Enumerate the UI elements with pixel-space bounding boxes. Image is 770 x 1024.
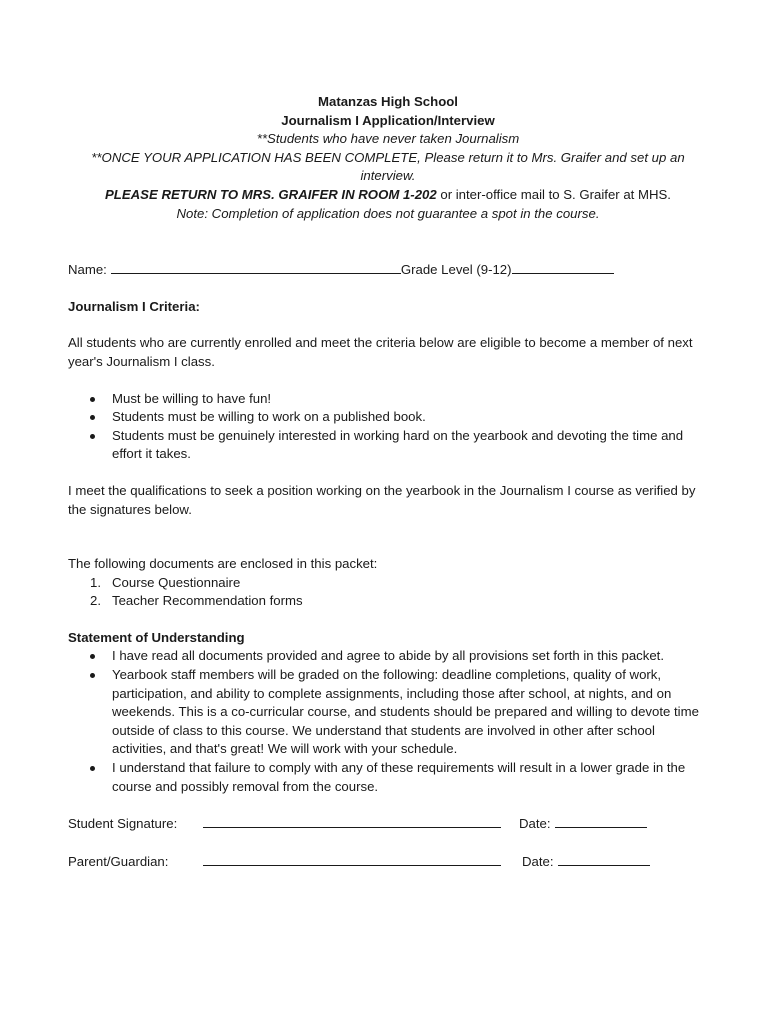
date-label: Date: <box>519 816 551 832</box>
list-item: Students must be willing to work on a published book. <box>112 408 708 427</box>
list-item: Students must be genuinely interested in working hard on the yearbook and devoting the time and effort it takes. <box>112 427 708 464</box>
list-item <box>90 592 708 611</box>
list-number: 1. <box>90 574 101 590</box>
application-page <box>68 93 708 871</box>
school-name: Matanzas High School <box>318 94 458 109</box>
student-signature-label: Student Signature: <box>68 816 178 832</box>
list-item: I have read all documents provided and agree to abide by all provisions set forth in this packet. <box>112 647 708 666</box>
list-item: I understand that failure to comply with any of these requirements will result in a lower grade in the course and possibly removal from the course. <box>112 759 708 796</box>
guarantee-note: Note: Completion of application does not guarantee a spot in the course. <box>176 205 600 221</box>
statement-list <box>68 647 708 796</box>
list-label: Teacher Recommendation forms <box>112 593 303 609</box>
parent-signature-row <box>68 852 708 872</box>
name-grade-row <box>68 260 708 280</box>
criteria-heading: Journalism I Criteria: <box>68 298 200 314</box>
documents-intro: The following documents are enclosed in this packet: <box>68 556 378 572</box>
date-label: Date: <box>522 853 554 869</box>
qualifications-statement: I meet the qualifications to seek a position working on the yearbook in the Journalism I course as verified by the signatures below. <box>68 482 696 517</box>
eligibility-note: **Students who have never taken Journalism <box>256 131 520 147</box>
parent-signature-label: Parent/Guardian: <box>68 853 169 869</box>
document-header <box>68 93 708 223</box>
student-date-field[interactable] <box>555 814 647 828</box>
name-field[interactable] <box>111 260 401 274</box>
return-mail: or inter-office mail to S. Graifer at MHS. <box>436 186 671 202</box>
list-item: Yearbook staff members will be graded on the following: deadline completions, quality of work, participation, and ability to complete assignments, including those after school, at nights, and on weekends. This is a co-curricular course, and students should be prepared and willing to devote time outside of class to this course. We understand that students are involved in other after school activities, and that's great! We will work with your schedule. <box>112 666 708 759</box>
statement-heading: Statement of Understanding <box>68 629 245 645</box>
criteria-list <box>68 390 708 464</box>
grade-level-field[interactable] <box>512 260 614 274</box>
list-number: 2. <box>90 593 101 609</box>
list-item: Must be willing to have fun! <box>112 390 708 409</box>
name-label: Name: <box>68 262 107 278</box>
return-instructions <box>68 186 708 205</box>
documents-list <box>68 574 708 611</box>
completion-instructions: **ONCE YOUR APPLICATION HAS BEEN COMPLETE, Please return it to Mrs. Graifer and set up an interview. <box>91 149 685 184</box>
parent-signature-field[interactable] <box>203 852 501 866</box>
student-signature-field[interactable] <box>203 814 501 828</box>
document-title: Journalism I Application/Interview <box>281 112 495 128</box>
return-room: PLEASE RETURN TO MRS. GRAIFER IN ROOM 1-202 <box>105 186 437 202</box>
parent-date-field[interactable] <box>558 852 650 866</box>
list-item <box>90 574 708 593</box>
student-signature-row <box>68 814 708 834</box>
criteria-intro: All students who are currently enrolled and meet the criteria below are eligible to become a member of next year's Journalism I class. <box>68 335 693 369</box>
list-label: Course Questionnaire <box>112 574 241 590</box>
grade-level-label: Grade Level (9-12) <box>400 262 512 278</box>
